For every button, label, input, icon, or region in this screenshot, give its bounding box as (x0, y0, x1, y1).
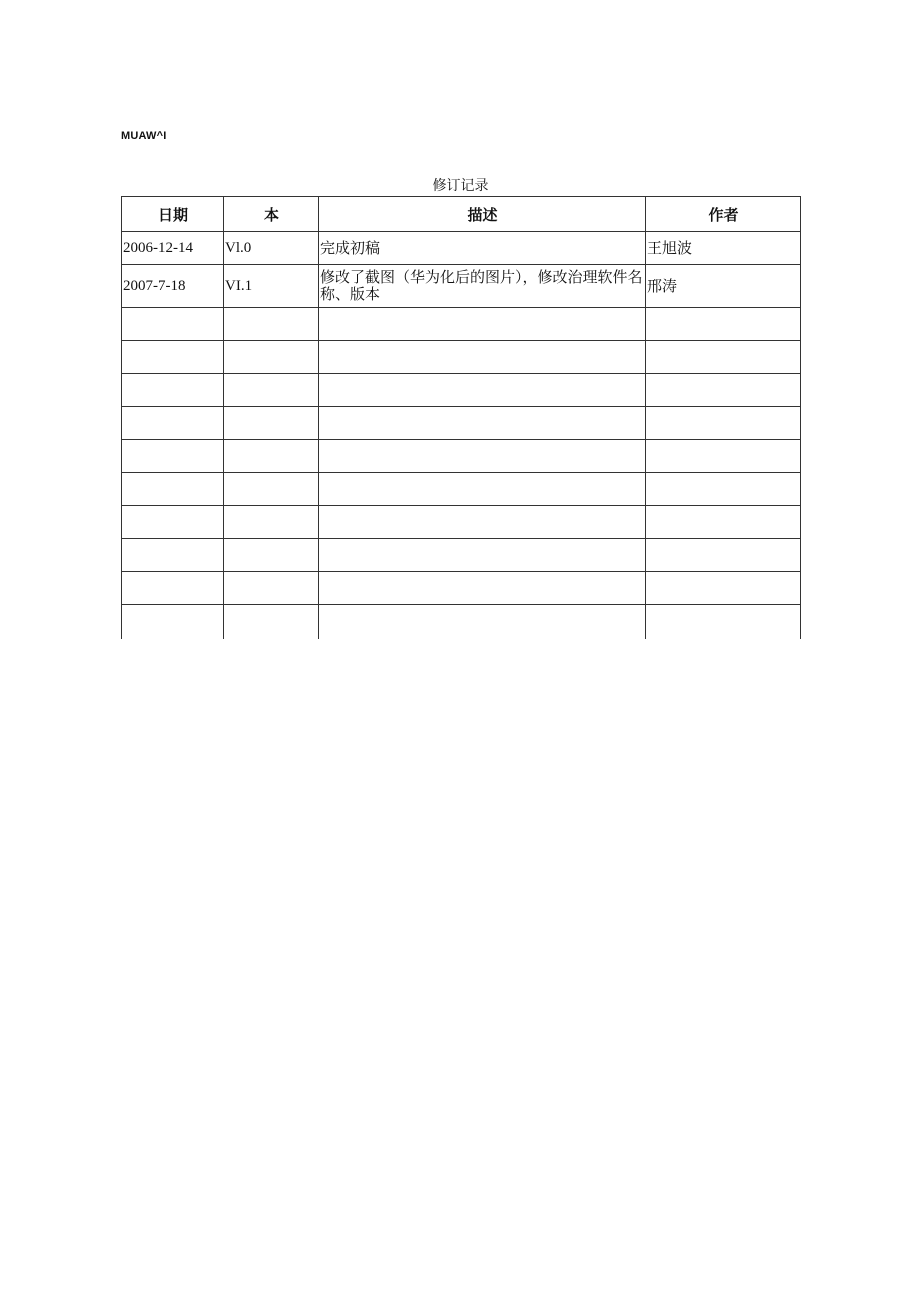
table-row (122, 539, 801, 572)
cell-date (122, 473, 224, 506)
cell-description (319, 374, 646, 407)
cell-version (224, 374, 319, 407)
table-row (122, 440, 801, 473)
cell-author (646, 473, 801, 506)
cell-author (646, 440, 801, 473)
cell-author: 王旭波 (646, 232, 801, 265)
cell-author (646, 407, 801, 440)
cell-author (646, 539, 801, 572)
cell-description: 完成初稿 (319, 232, 646, 265)
cell-description (319, 605, 646, 640)
cell-description (319, 572, 646, 605)
cell-description (319, 473, 646, 506)
cell-description: 修改了截图（华为化后的图片），修改治理软件名称、版本 (319, 265, 646, 308)
cell-description (319, 308, 646, 341)
column-header-version: 本 (224, 197, 319, 232)
revision-history-table (121, 196, 801, 639)
cell-version (224, 341, 319, 374)
cell-version (224, 572, 319, 605)
cell-version (224, 539, 319, 572)
cell-version (224, 440, 319, 473)
cell-version (224, 506, 319, 539)
cell-date: 2006-12-14 (122, 232, 224, 265)
table-row (122, 473, 801, 506)
cell-date: 2007-7-18 (122, 265, 224, 308)
cell-date (122, 539, 224, 572)
cell-date (122, 407, 224, 440)
cell-version (224, 605, 319, 640)
table-row (122, 374, 801, 407)
cell-author (646, 308, 801, 341)
table-row (122, 265, 801, 308)
cell-version: VI.1 (224, 265, 319, 308)
cell-description (319, 341, 646, 374)
cell-version (224, 308, 319, 341)
table-row (122, 308, 801, 341)
cell-author: 邢涛 (646, 265, 801, 308)
cell-author (646, 572, 801, 605)
column-header-date: 日期 (122, 197, 224, 232)
cell-author (646, 506, 801, 539)
cell-date (122, 506, 224, 539)
cell-author (646, 605, 801, 640)
table-row (122, 572, 801, 605)
cell-version (224, 473, 319, 506)
table-header-row (122, 197, 801, 232)
table-row (122, 407, 801, 440)
cell-author (646, 374, 801, 407)
table-row (122, 232, 801, 265)
table-row (122, 341, 801, 374)
cell-date (122, 374, 224, 407)
cell-version (224, 407, 319, 440)
table-row (122, 605, 801, 640)
cell-date (122, 440, 224, 473)
cell-author (646, 341, 801, 374)
cell-description (319, 539, 646, 572)
cell-date (122, 605, 224, 640)
column-header-author: 作者 (646, 197, 801, 232)
cell-date (122, 572, 224, 605)
column-header-description: 描述 (319, 197, 646, 232)
cell-description (319, 440, 646, 473)
cell-description (319, 407, 646, 440)
table-row (122, 506, 801, 539)
cell-version: Vl.0 (224, 232, 319, 265)
cell-date (122, 341, 224, 374)
cell-description (319, 506, 646, 539)
cell-date (122, 308, 224, 341)
table-caption: 修订记录 (432, 178, 489, 194)
company-logo-text: MUAW^I (121, 130, 167, 142)
